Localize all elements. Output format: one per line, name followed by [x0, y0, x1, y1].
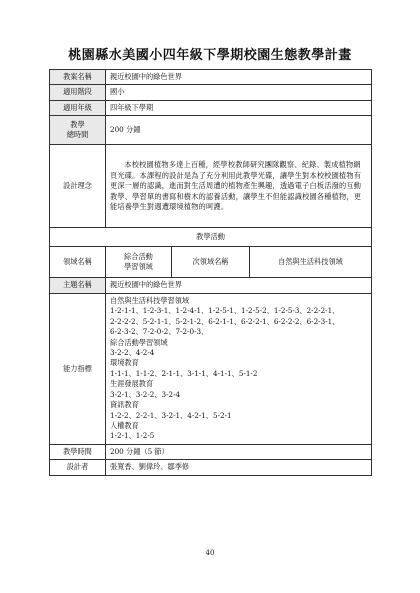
indicator-line: 人權教育: [110, 421, 139, 430]
stage-value: 國小: [106, 85, 372, 100]
indicator-line: 2-2-2-2、5-2-1-1、5-2-1-2、6-2-1-1、6-2-2-1、6-2-2-2、6-2-3-1、: [110, 316, 340, 326]
sub-domain-label: 次領域名稱: [172, 247, 250, 278]
topic-value: 親近校園中的綠色世界: [106, 278, 372, 293]
indicator-line: 3-2-1、3-2-2、3-2-4: [110, 389, 181, 399]
indicator-line: 綜合活動學習領域: [110, 337, 168, 347]
lesson-plan-table: [49, 69, 372, 476]
sub-domain-value: 自然與生活科技領域: [250, 247, 372, 278]
indicator-line: 環境教育: [110, 358, 139, 368]
lesson-name-value: 親近校園中的綠色世界: [106, 70, 372, 85]
designer-value: 張寬香、劉偉玲、鄒季修: [106, 460, 372, 475]
row-grade: [50, 100, 372, 115]
stage-label: 適用階段: [50, 85, 106, 100]
domain-value-line2: 學習領域: [124, 262, 153, 272]
indicator-line: 1-1-1、1-1-2、2-1-1、3-1-1、4-1-1、5-1-2: [110, 368, 258, 378]
row-domain: [50, 247, 372, 278]
row-lesson-name: [50, 70, 372, 85]
row-designer: [50, 460, 372, 475]
domain-value-line1: 綜合活動: [124, 251, 153, 261]
row-indicators: [50, 293, 372, 444]
topic-label: 主題名稱: [50, 278, 106, 293]
teaching-activity-heading: 教學活動: [50, 228, 372, 247]
domain-label: 領域名稱: [50, 247, 106, 278]
row-stage: [50, 85, 372, 100]
page-number: 40: [205, 549, 215, 557]
indicator-line: 資訊教育: [110, 400, 139, 410]
row-teaching-hours: [50, 444, 372, 459]
indicator-line: 1-2-2、2-2-1、3-2-1、4-2-1、5-2-1: [110, 410, 232, 420]
indicators-label: 能力指標: [50, 293, 106, 444]
total-time-value: 200 分鐘: [106, 116, 372, 145]
indicator-line: 3-2-2、4-2-4: [110, 347, 155, 357]
grade-label: 適用年級: [50, 100, 106, 115]
indicators-list: [106, 293, 372, 444]
indicator-line: 自然與生活科技學習領域: [110, 295, 190, 305]
total-time-label-line1: 教學: [70, 119, 85, 129]
grade-value: 四年級下學期: [106, 100, 372, 115]
document-title: 桃園縣水美國小四年級下學期校園生態教學計畫: [68, 48, 352, 63]
row-section-head: [50, 228, 372, 247]
row-design-concept: [50, 145, 372, 228]
designer-label: 設計者: [50, 460, 106, 475]
teaching-hours-label: 教學時間: [50, 444, 106, 459]
row-total-time: [50, 116, 372, 145]
indicator-line: 生涯發展教育: [110, 379, 154, 389]
lesson-name-label: 教案名稱: [50, 70, 106, 85]
indicator-line: 6-2-3-2、7-2-0-2、7-2-0-3、: [110, 327, 209, 337]
design-concept-label: 設計理念: [50, 145, 106, 228]
total-time-label-line2: 總時間: [66, 130, 89, 140]
domain-value: [106, 247, 172, 278]
indicator-line: 1-2-1-1、1-2-3-1、1-2-4-1、1-2-5-1、1-2-5-2、1-2-5-3、2-2-2-1、: [110, 306, 340, 316]
total-time-label: [50, 116, 106, 145]
row-topic: [50, 278, 372, 293]
design-concept-text: 本校校園植物多達上百種，經學校教師研究團隊觀察、紀錄、製成植物網頁光碟。本課程的設計是為了充分利用此教學光碟，讓學生對本校校園植物有更深一層的認識，進而對生活周遭的植物產生興趣，透過電子白板活潑的互動教學、學習單的書寫和樹木的認養活動，讓學生不但能認識校園各種植物，更能培養學生對週遭環境植物的呵護。: [106, 145, 372, 228]
teaching-hours-value: 200 分鐘（5 節）: [106, 444, 372, 459]
indicator-line: 1-2-1、1-2-5: [110, 431, 155, 441]
